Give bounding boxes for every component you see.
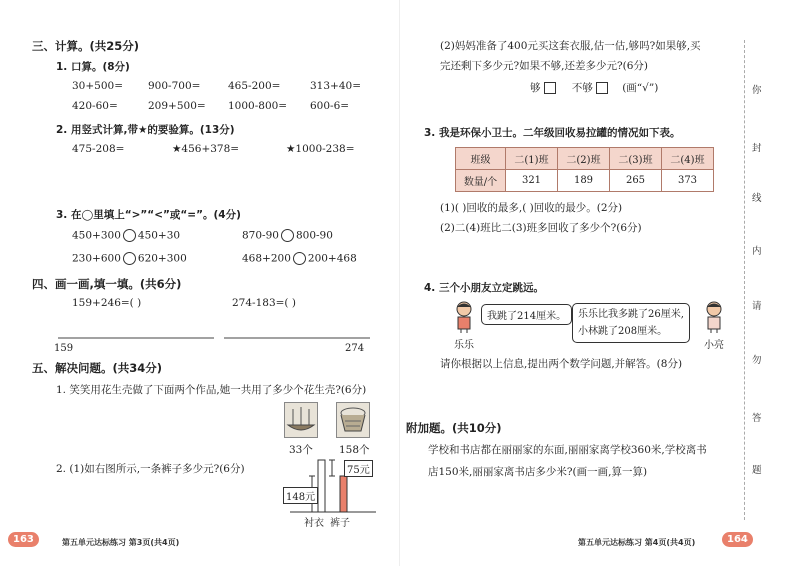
bubble-line: 小林跳了208厘米。	[578, 326, 668, 337]
peanut-count-2: 158个	[339, 444, 370, 456]
speech-bubble-lele: 我跳了214厘米。	[481, 304, 572, 325]
table-cell: 189	[558, 170, 610, 192]
page-number: 163	[8, 532, 39, 547]
bonus-line1: 学校和书店都在丽丽家的东面,丽丽家离学校360米,学校离书	[428, 444, 707, 456]
oral-4: 313+40=	[310, 80, 361, 92]
kid-lele-label: 乐乐	[454, 340, 474, 351]
shirt-label: 衬衣	[304, 518, 324, 529]
q2-label: 2. 用竖式计算,带★的要验算。(13分)	[56, 124, 235, 136]
compare-circle[interactable]	[281, 229, 294, 242]
compare-circle[interactable]	[123, 229, 136, 242]
table-header: 二(3)班	[610, 148, 662, 170]
margin-char: 勿	[752, 355, 762, 366]
oral-3: 465-200=	[228, 80, 281, 92]
shirt-price-label: 148元	[283, 487, 318, 504]
enough-label: 够	[530, 82, 541, 94]
compare-right: 800-90	[295, 229, 333, 242]
page-divider	[399, 0, 400, 566]
table-header: 二(4)班	[662, 148, 714, 170]
compare-right: 450+30	[137, 229, 181, 242]
compare-left: 870-90	[242, 229, 279, 242]
bonus-line2: 店150米,丽丽家离书店多少米?(画一画,算一算)	[428, 466, 648, 478]
pants-label: 裤子	[330, 518, 350, 529]
q3-sub1: (1)( )回收的最多,( )回收的最少。(2分)	[440, 202, 623, 214]
compare-circle[interactable]	[293, 252, 306, 265]
table-header: 班级	[456, 148, 506, 170]
table-cell: 321	[506, 170, 558, 192]
draw-equation-1: 159+246=( )	[72, 297, 142, 309]
section-5-title: 五、解决问题。(共34分)	[32, 361, 163, 375]
enough-choice	[530, 80, 658, 95]
footer-text-right: 第五单元达标练习 第4页(共4页)	[578, 538, 696, 547]
q2b-line1: (2)妈妈准备了400元买这套衣服,估一估,够吗?如果够,买	[440, 40, 701, 52]
oral-8: 600-6=	[310, 100, 350, 112]
enough-checkbox[interactable]	[544, 82, 556, 94]
compare-2	[242, 229, 333, 242]
q4-label: 4. 三个小朋友立定跳远。	[424, 282, 544, 294]
compare-left: 450+300	[72, 229, 121, 242]
kid-xiaoliang-label: 小亮	[704, 340, 724, 351]
compare-4	[242, 252, 357, 265]
table-row	[456, 170, 714, 192]
section-3-title: 三、计算。(共25分)	[32, 39, 140, 53]
oral-6: 209+500=	[148, 100, 206, 112]
compare-left: 468+200	[242, 252, 291, 265]
margin-char: 答	[752, 413, 762, 424]
problem-1: 1. 笑笑用花生壳做了下面两个作品,她一共用了多少个花生壳?(6分)	[56, 384, 367, 396]
vertical-calc-1: 475-208=	[72, 143, 125, 155]
number-line-label-2: 274	[345, 343, 365, 354]
speech-bubble-xiaoliang	[572, 303, 690, 343]
table-header: 二(1)班	[506, 148, 558, 170]
page-number-right	[722, 533, 753, 545]
footer-text-left: 第五单元达标练习 第3页(共4页)	[62, 538, 180, 547]
q4-ask: 请你根据以上信息,提出两个数学问题,并解答。(8分)	[440, 358, 683, 370]
q3-right-label: 3. 我是环保小卫士。二年级回收易拉罐的情况如下表。	[424, 127, 681, 139]
price-diff-label: 75元	[344, 460, 373, 477]
compare-1	[72, 229, 180, 242]
oral-5: 420-60=	[72, 100, 118, 112]
q2b-line2: 完还剩下多少元?如果不够,还差多少元?(6分)	[440, 60, 648, 72]
margin-char: 封	[752, 143, 762, 154]
compare-left: 230+600	[72, 252, 121, 265]
q3-label: 3. 在◯里填上“>”“<”或“=”。(4分)	[56, 209, 241, 221]
peanut-basket-image	[336, 402, 370, 438]
bonus-title: 附加题。(共10分)	[406, 421, 502, 435]
compare-3	[72, 252, 187, 265]
oral-2: 900-700=	[148, 80, 201, 92]
margin-char: 题	[752, 465, 762, 476]
margin-char: 内	[752, 246, 762, 257]
recycle-table	[455, 147, 714, 192]
q1-label: 1. 口算。(8分)	[56, 61, 130, 73]
margin-char: 线	[752, 193, 762, 204]
compare-circle[interactable]	[123, 252, 136, 265]
page-number-left	[8, 533, 39, 545]
notenough-label: 不够	[571, 82, 593, 94]
seal-line	[744, 40, 745, 520]
table-cell: 373	[662, 170, 714, 192]
oral-1: 30+500=	[72, 80, 123, 92]
page-number: 164	[722, 532, 753, 547]
kid-lele-icon	[452, 300, 476, 334]
bubble-line: 乐乐比我多跳了26厘米,	[578, 309, 684, 320]
problem-2: 2. (1)如右图所示,一条裤子多少元?(6分)	[56, 463, 245, 475]
table-row	[456, 148, 714, 170]
section-4-title: 四、画一画,填一填。(共6分)	[32, 277, 182, 291]
margin-char: 请	[752, 301, 762, 312]
table-cell: 265	[610, 170, 662, 192]
peanut-count-1: 33个	[289, 444, 313, 456]
check-hint: (画“√”)	[622, 82, 659, 94]
vertical-calc-2: ★456+378=	[172, 143, 240, 155]
draw-equation-2: 274-183=( )	[232, 297, 296, 309]
number-lines	[54, 332, 374, 344]
oral-7: 1000-800=	[228, 100, 288, 112]
peanut-boat-image	[284, 402, 318, 438]
notenough-checkbox[interactable]	[596, 82, 608, 94]
q3-sub2: (2)二(4)班比二(3)班多回收了多少个?(6分)	[440, 222, 642, 234]
vertical-calc-3: ★1000-238=	[286, 143, 355, 155]
number-line-label-1: 159	[54, 343, 74, 354]
compare-right: 620+300	[137, 252, 187, 265]
compare-right: 200+468	[307, 252, 357, 265]
table-cell: 数量/个	[456, 170, 506, 192]
margin-char: 你	[752, 85, 762, 96]
kid-xiaoliang-icon	[702, 300, 726, 334]
table-header: 二(2)班	[558, 148, 610, 170]
